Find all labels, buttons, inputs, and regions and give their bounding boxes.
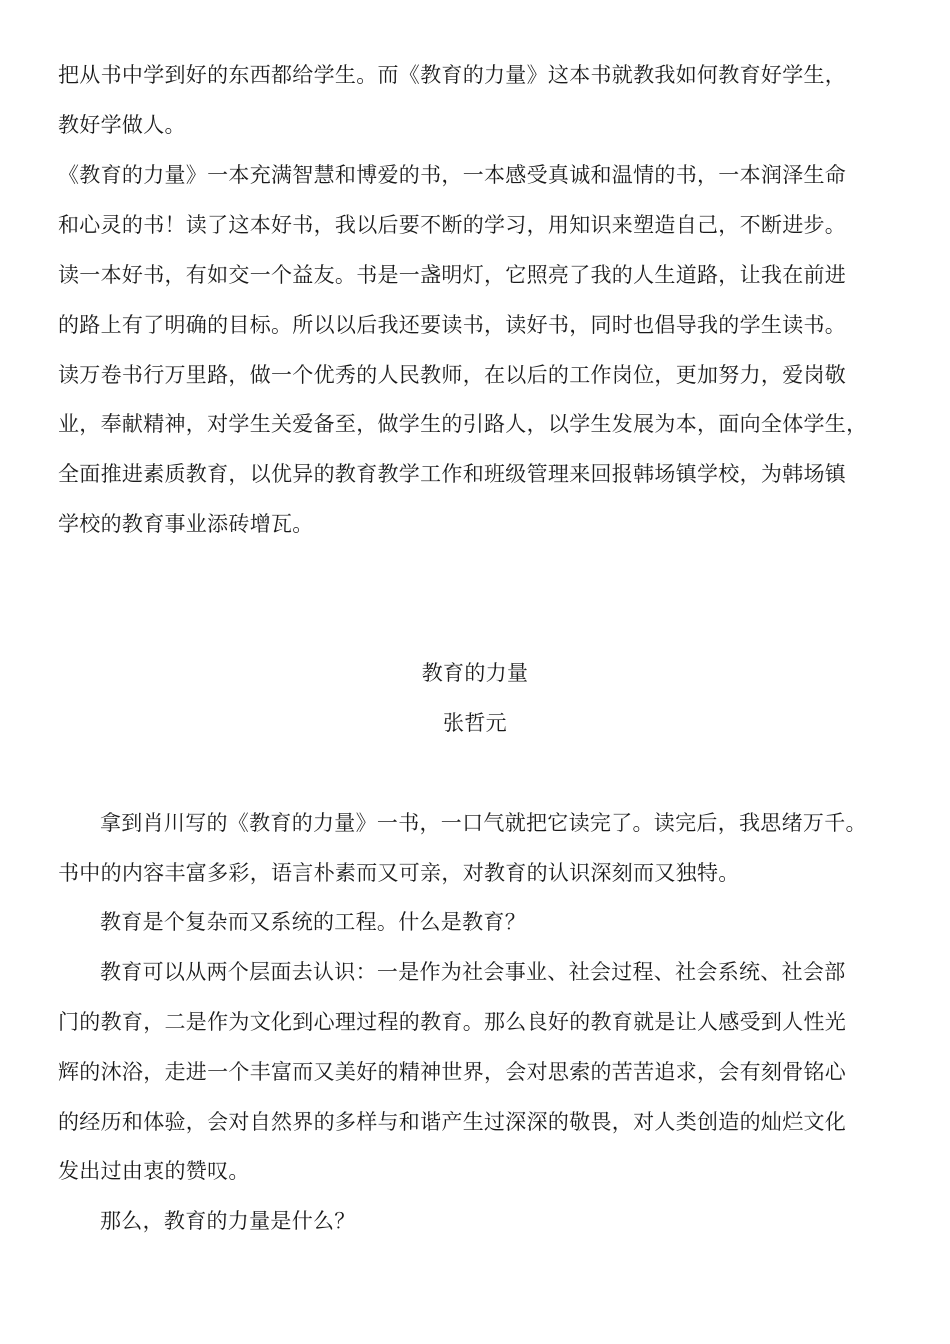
paragraph-line: 教育是个复杂而又系统的工程。什么是教育？: [100, 910, 526, 934]
paragraph-line: 《教育的力量》一本充满智慧和博爱的书，一本感受真诚和温情的书，一本润泽生命: [58, 163, 847, 187]
paragraph-line: 读一本好书，有如交一个益友。书是一盏明灯，它照亮了我的人生道路，让我在前进: [58, 263, 847, 287]
paragraph-line: 那么，教育的力量是什么？: [100, 1209, 356, 1233]
paragraph-line: 发出过由衷的赞叹。: [58, 1159, 250, 1183]
paragraph-line: 的路上有了明确的目标。所以以后我还要读书，读好书，同时也倡导我的学生读书。: [58, 313, 847, 337]
paragraph-line: 门的教育，二是作为文化到心理过程的教育。那么良好的教育就是让人感受到人性光: [58, 1010, 847, 1034]
paragraph-line: 的经历和体验，会对自然界的多样与和谐产生过深深的敬畏，对人类创造的灿烂文化: [58, 1110, 847, 1134]
paragraph-line: 把从书中学到好的东西都给学生。而《教育的力量》这本书就教我如何教育好学生，: [58, 63, 847, 87]
paragraph-line: 拿到肖川写的《教育的力量》一书，一口气就把它读完了。读完后，我思绪万千。: [100, 811, 867, 835]
paragraph-line: 教育可以从两个层面去认识：一是作为社会事业、社会过程、社会系统、社会部: [100, 960, 846, 984]
paragraph-line: 辉的沐浴，走进一个丰富而又美好的精神世界，会对思索的苦苦追求，会有刻骨铭心: [58, 1060, 847, 1084]
paragraph-line: 全面推进素质教育，以优异的教育教学工作和班级管理来回报韩场镇学校，为韩场镇: [58, 462, 847, 486]
paragraph-line: 业，奉献精神，对学生关爱备至，做学生的引路人，以学生发展为本，面向全体学生，: [58, 412, 868, 436]
essay-title: 教育的力量: [421, 661, 529, 685]
paragraph-line: 和心灵的书！读了这本好书，我以后要不断的学习，用知识来塑造自己，不断进步。: [58, 213, 847, 237]
essay-author: 张哲元: [443, 711, 507, 735]
paragraph-line: 教好学做人。: [58, 113, 186, 137]
paragraph-line: 读万卷书行万里路，做一个优秀的人民教师，在以后的工作岗位，更加努力，爱岗敬: [58, 363, 847, 387]
paragraph-line: 学校的教育事业添砖增瓦。: [58, 512, 314, 536]
paragraph-line: 书中的内容丰富多彩，语言朴素而又可亲，对教育的认识深刻而又独特。: [58, 861, 740, 885]
